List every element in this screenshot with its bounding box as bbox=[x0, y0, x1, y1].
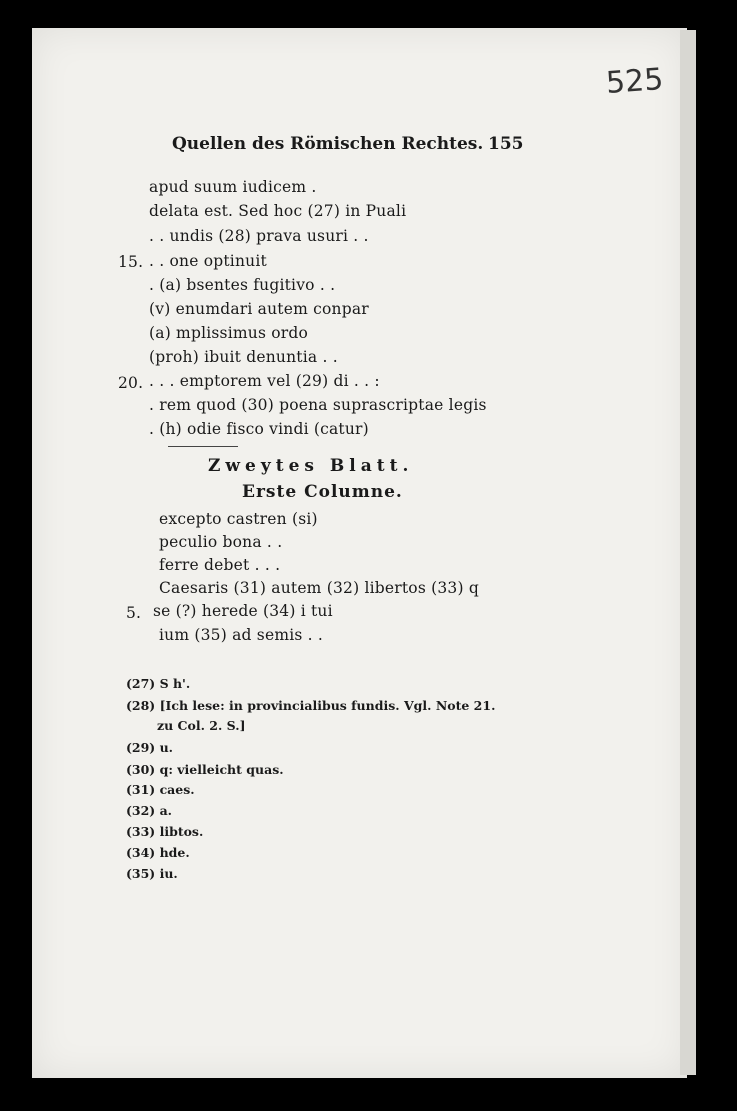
footnote: (31) caes. bbox=[126, 782, 195, 797]
text-line: . . . emptorem vel (29) di . . : bbox=[149, 372, 380, 390]
page-edge bbox=[680, 30, 696, 1075]
text-line: ferre debet . . . bbox=[159, 556, 281, 574]
footnote: (30) q: vielleicht quas. bbox=[126, 762, 284, 777]
document-page bbox=[32, 28, 687, 1078]
footnote-continuation: zu Col. 2. S.] bbox=[157, 718, 246, 733]
footnote: (29) u. bbox=[126, 740, 174, 755]
section-subheading: Erste Columne. bbox=[242, 482, 403, 502]
text-line: . (h) odie fisco vindi (catur) bbox=[149, 420, 369, 438]
text-line: peculio bona . . bbox=[159, 533, 283, 551]
footnote: (35) iu. bbox=[126, 866, 178, 881]
page-number: 155 bbox=[488, 134, 524, 154]
text-line: . rem quod (30) poena suprascriptae legis bbox=[149, 396, 487, 414]
footnote: (27) S h'. bbox=[126, 676, 191, 691]
text-line: (v) enumdari autem conpar bbox=[149, 300, 369, 318]
line-number: 20. bbox=[118, 374, 144, 392]
text-line: . . one optinuit bbox=[149, 252, 267, 270]
footnote: (34) hde. bbox=[126, 845, 190, 860]
text-line: . (a) bsentes fugitivo . . bbox=[149, 276, 336, 294]
text-line: apud suum iudicem . bbox=[149, 178, 317, 196]
text-line: (a) mplissimus ordo bbox=[149, 324, 309, 342]
text-line: . . undis (28) prava usuri . . bbox=[149, 227, 369, 245]
running-title: Quellen des Römischen Rechtes. bbox=[172, 134, 484, 154]
footnote: (32) a. bbox=[126, 803, 173, 818]
section-heading: Zweytes Blatt. bbox=[208, 456, 414, 476]
text-line: (proh) ibuit denuntia . . bbox=[149, 348, 338, 366]
text-line: ium (35) ad semis . . bbox=[159, 626, 324, 644]
line-number: 15. bbox=[118, 253, 144, 271]
footnote: (28) [Ich lese: in provincialibus fundis. Vgl. Note 21. bbox=[126, 698, 496, 713]
text-line: se (?) herede (34) i tui bbox=[153, 602, 333, 620]
line-number: 5. bbox=[126, 604, 142, 622]
text-line: delata est. Sed hoc (27) in Puali bbox=[149, 202, 407, 220]
text-line: excepto castren (si) bbox=[159, 510, 318, 528]
footnote: (33) libtos. bbox=[126, 824, 204, 839]
separator-rule bbox=[168, 446, 238, 447]
text-line: Caesaris (31) autem (32) libertos (33) q bbox=[159, 579, 479, 597]
archive-mark: 525 bbox=[604, 62, 665, 101]
